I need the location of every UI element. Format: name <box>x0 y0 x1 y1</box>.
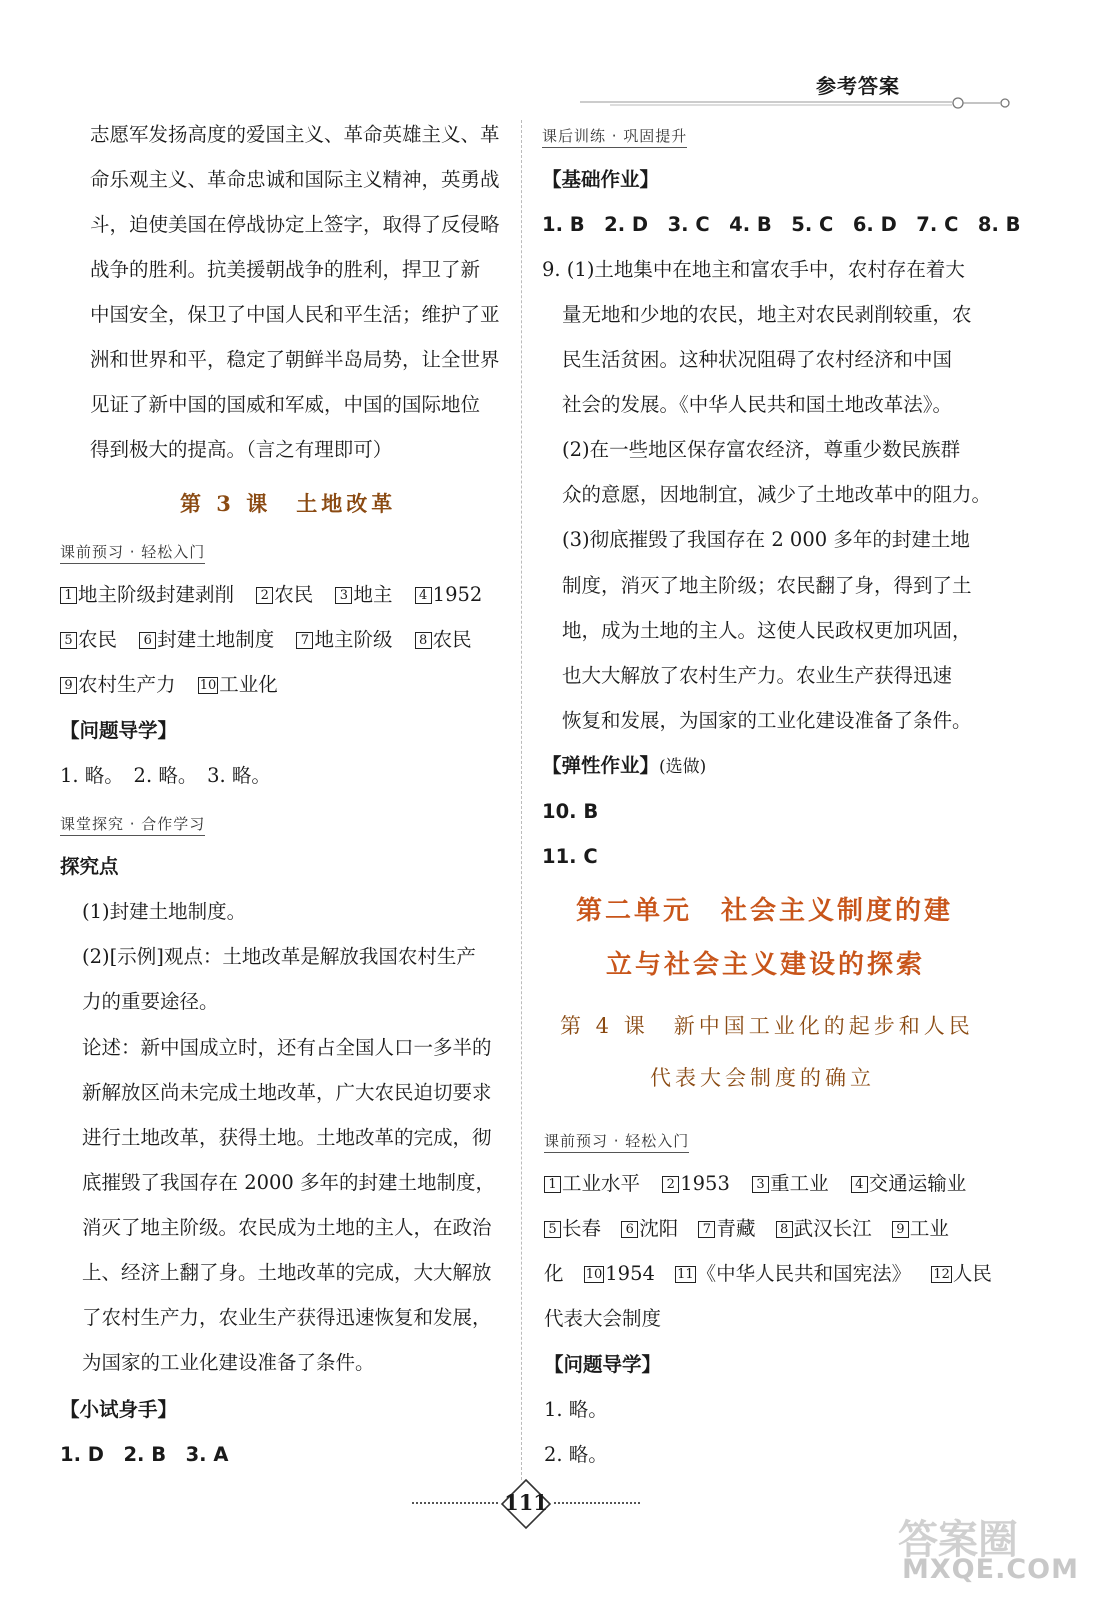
page-number-dots-right <box>554 1502 640 1504</box>
fill-item: 10 工业化 <box>199 673 278 696</box>
fill-item: 9 工业 <box>892 1217 949 1240</box>
q11-answer: 11. C <box>542 845 598 868</box>
text-line: 命乐观主义、革命忠诚和国际主义精神，英勇战 <box>90 168 500 191</box>
fill-item: 7 青藏 <box>698 1217 755 1240</box>
text-line: 众的意愿，因地制宜，减少了土地改革中的阻力。 <box>562 483 992 506</box>
text-line: 底摧毁了我国存在 2000 多年的封建土地制度， <box>82 1171 496 1194</box>
fill-item: 1 地主阶级封建剥削 <box>60 583 234 606</box>
wenti-answers: 1. 略。 2. 略。 3. 略。 <box>60 764 271 787</box>
wenti-answer: 1. 略。 <box>544 1398 608 1421</box>
text-line: 为国家的工业化建设准备了条件。 <box>82 1351 375 1374</box>
fill-item: 4 交通运输业 <box>851 1172 967 1195</box>
fill-item: 4 1952 <box>415 583 483 606</box>
tanxing-heading <box>542 753 706 780</box>
lesson-4-title-line2: 代表大会制度的确立 <box>650 1066 875 1090</box>
text-line: 新解放区尚未完成土地改革，广大农民迫切要求 <box>82 1081 492 1104</box>
header-rule <box>580 96 1010 112</box>
text-line: 进行土地改革，获得土地。土地改革的完成，彻 <box>82 1126 492 1149</box>
text-line: 也大大解放了农村生产力。农业生产获得迅速 <box>562 664 953 687</box>
fill-item: 8 农民 <box>415 628 472 651</box>
page-header-title: 参考答案 <box>816 74 900 98</box>
q10-answer: 10. B <box>542 800 599 823</box>
text-line: (2)在一些地区保存富农经济，尊重少数民族群 <box>562 438 961 461</box>
xiaoshi-answers: 1. D 2. B 3. A <box>60 1443 229 1466</box>
text-line: (2)[示例]观点：土地改革是解放我国农村生产 <box>82 945 476 968</box>
fill-item: 1 工业水平 <box>544 1172 640 1195</box>
fill-item: 6 封建土地制度 <box>139 628 274 651</box>
watermark-logo: 答案圈 <box>898 1517 1018 1563</box>
fill-item: 3 地主 <box>335 583 392 606</box>
text-line: 社会的发展。《中华人民共和国土地改革法》。 <box>562 393 953 416</box>
fill-item: 5 农民 <box>60 628 117 651</box>
fill-row <box>544 1171 966 1197</box>
unit-title-line1: 第二单元 社会主义制度的建 <box>576 896 954 926</box>
text-line: 地，成为土地的主人。这使人民政权更加巩固， <box>562 619 972 642</box>
column-divider <box>521 120 522 1480</box>
text-line: 量无地和少地的农民，地主对农民剥削较重，农 <box>562 303 972 326</box>
fill-row <box>60 672 278 698</box>
text-line: (1)封建土地制度。 <box>82 900 247 923</box>
fill-row <box>60 627 472 653</box>
section-preview-label: 课前预习 · 轻松入门 <box>60 541 205 564</box>
fill-item: 化 <box>544 1262 564 1285</box>
text-line: 论述：新中国成立时，还有占全国人口一多半的 <box>82 1036 492 1059</box>
text-line: 力的重要途径。 <box>82 990 219 1013</box>
text-line: 战争的胜利。抗美援朝战争的胜利，捍卫了新 <box>90 258 481 281</box>
lesson-4-title-line1: 第 4 课 新中国工业化的起步和人民 <box>560 1014 974 1038</box>
section-preview-label: 课前预习 · 轻松入门 <box>544 1130 689 1153</box>
tanxing-note: (选做) <box>659 757 707 777</box>
fill-row <box>544 1216 949 1242</box>
jichu-title: 【基础作业】 <box>542 168 660 191</box>
text-line: 斗，迫使美国在停战协定上签字，取得了反侵略 <box>90 213 500 236</box>
text-line: 中国安全，保卫了中国人民和平生活；维护了亚 <box>90 303 500 326</box>
fill-item: 2 农民 <box>256 583 313 606</box>
text-line: 志愿军发扬高度的爱国主义、革命英雄主义、革 <box>90 123 500 146</box>
text-line: 制度，消灭了地主阶级；农民翻了身，得到了土 <box>562 574 972 597</box>
fill-item: 10 1954 <box>585 1262 655 1285</box>
fill-item: 6 沈阳 <box>621 1217 678 1240</box>
tanxing-title: 【弹性作业】 <box>542 754 660 777</box>
fill-item: 8 武汉长江 <box>776 1217 872 1240</box>
wenti-title: 【问题导学】 <box>544 1353 662 1376</box>
fill-item: 12 人民 <box>933 1262 992 1285</box>
text-line: (3)彻底摧毁了我国存在 2 000 多年的封建土地 <box>562 528 970 551</box>
text-line: 9. (1)土地集中在地主和富农手中，农村存在着大 <box>542 258 965 281</box>
page-number-dots-left <box>412 1502 498 1504</box>
fill-item: 9 农村生产力 <box>60 673 176 696</box>
text-line: 民生活贫困。这种状况阻碍了农村经济和中国 <box>562 348 953 371</box>
section-explore-label: 课堂探究 · 合作学习 <box>60 813 205 836</box>
text-line: 见证了新中国的国威和军威，中国的国际地位 <box>90 393 481 416</box>
fill-item: 2 1953 <box>662 1172 730 1195</box>
text-line: 恢复和发展，为国家的工业化建设准备了条件。 <box>562 709 972 732</box>
xiaoshi-title: 【小试身手】 <box>60 1398 178 1421</box>
fill-tail: 代表大会制度 <box>544 1307 662 1330</box>
fill-item: 3 重工业 <box>752 1172 829 1195</box>
section-train-label: 课后训练 · 巩固提升 <box>542 125 687 148</box>
text-line: 得到极大的提高。（言之有理即可） <box>90 438 393 461</box>
fill-item: 5 长春 <box>544 1217 601 1240</box>
page-number: 111 <box>504 1490 548 1515</box>
fill-item: 7 地主阶级 <box>296 628 392 651</box>
text-line: 上、经济上翻了身。土地改革的完成，大大解放 <box>82 1261 492 1284</box>
watermark-url: MXQE.COM <box>902 1554 1079 1585</box>
fill-row <box>544 1261 992 1287</box>
unit-title-line2: 立与社会主义建设的探索 <box>606 950 926 980</box>
text-line: 消灭了地主阶级。农民成为土地的主人，在政治 <box>82 1216 492 1239</box>
text-line: 了农村生产力，农业生产获得迅速恢复和发展， <box>82 1306 492 1329</box>
tanjiu-title: 探究点 <box>60 855 119 878</box>
wenti-answer: 2. 略。 <box>544 1443 608 1466</box>
jichu-answers: 1. B 2. D 3. C 4. B 5. C 6. D 7. C 8. B <box>542 213 1021 236</box>
text-line: 洲和世界和平，稳定了朝鲜半岛局势，让全世界 <box>90 348 500 371</box>
fill-row <box>60 582 482 608</box>
fill-item: 11 《中华人民共和国宪法》 <box>677 1262 912 1285</box>
lesson-3-title: 第 3 课 土地改革 <box>180 491 397 516</box>
wenti-title: 【问题导学】 <box>60 719 178 742</box>
